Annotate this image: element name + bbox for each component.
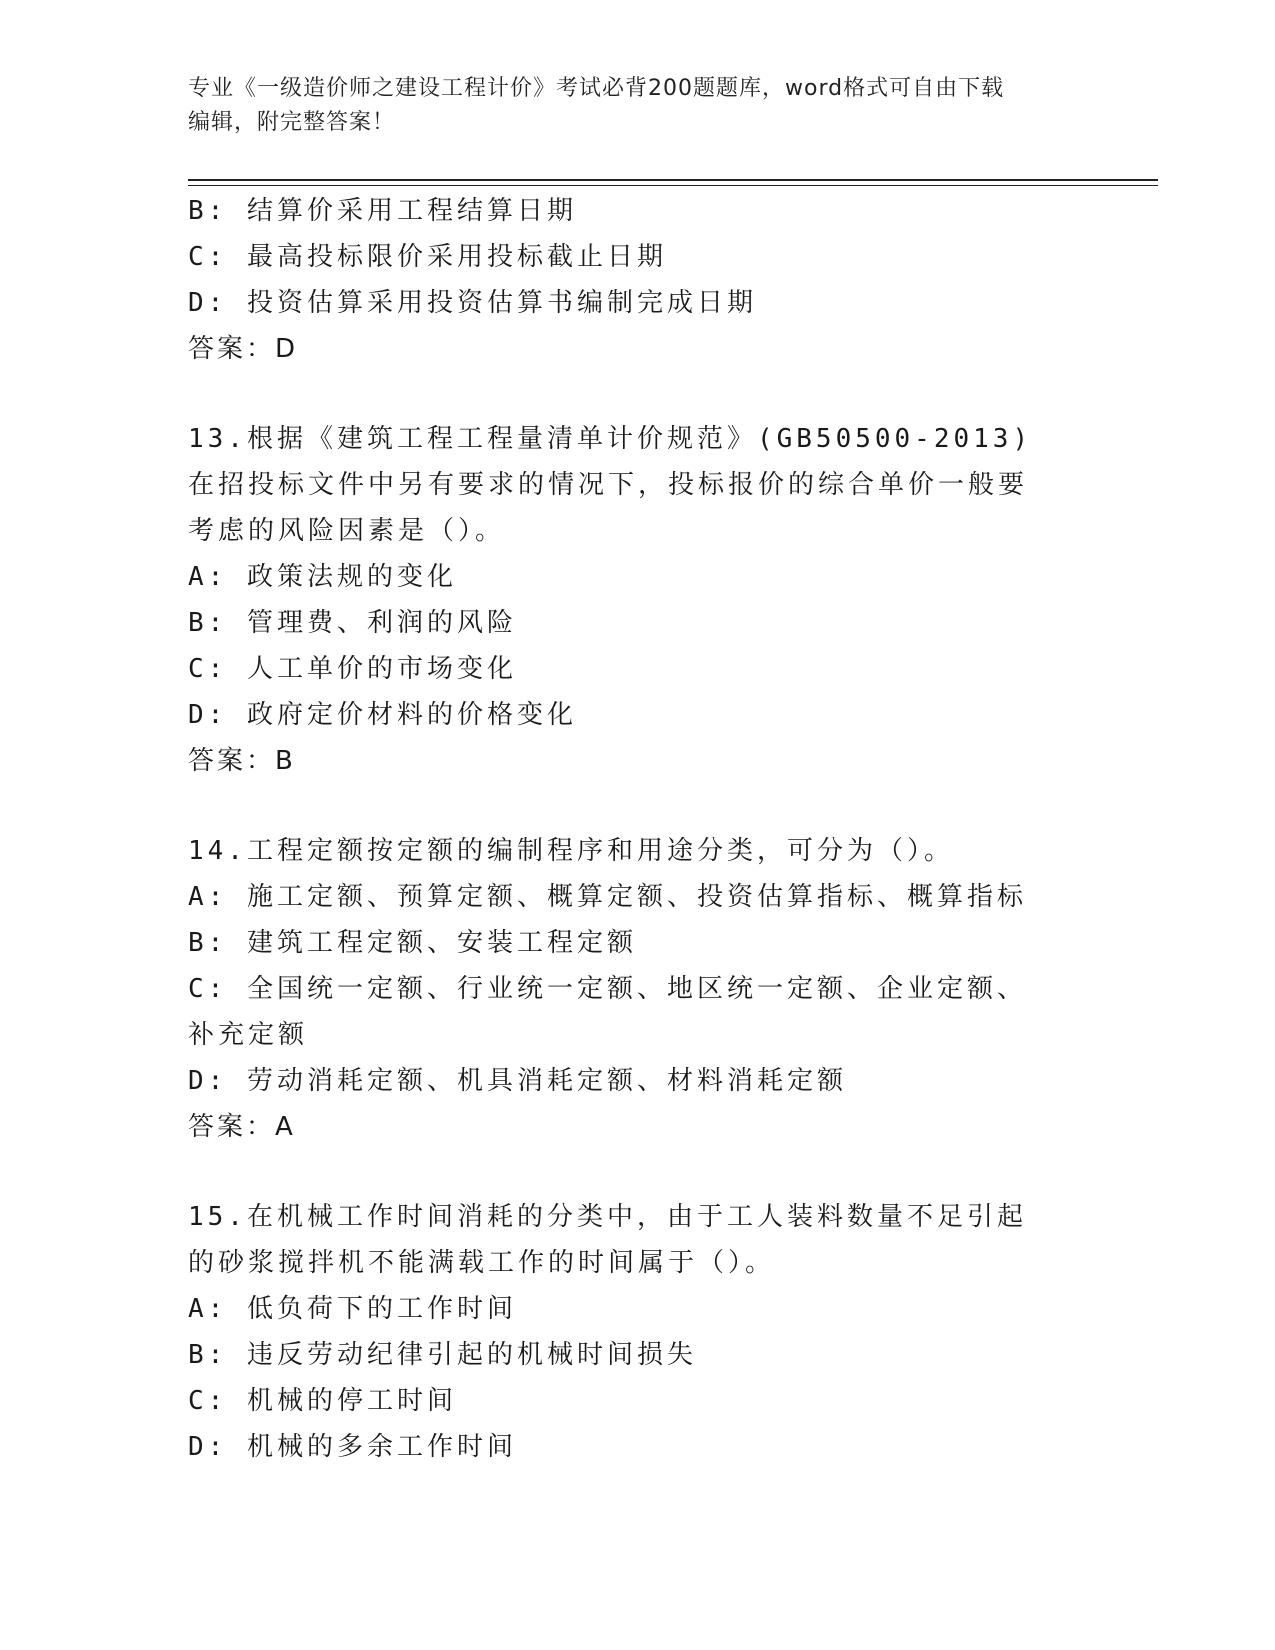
question-12 <box>188 188 1088 372</box>
spacer <box>188 784 1088 828</box>
option-d: D: 机械的多余工作时间 <box>188 1432 517 1462</box>
option-d: D: 投资估算采用投资估算书编制完成日期 <box>188 288 757 318</box>
option-c: C: 机械的停工时间 <box>188 1386 457 1416</box>
option-a: A: 政策法规的变化 <box>188 562 457 592</box>
option-b: B: 结算价采用工程结算日期 <box>188 196 577 226</box>
answer: 答案：B <box>188 746 296 776</box>
question-stem: 15.在机械工作时间消耗的分类中，由于工人装料数量不足引起的砂浆搅拌机不能满载工作的时间属于（）。 <box>188 1202 1027 1278</box>
header-divider-thick <box>188 179 1158 181</box>
option-a: A: 施工定额、预算定额、概算定额、投资估算指标、概算指标 <box>188 882 1027 912</box>
answer: 答案：D <box>188 334 299 364</box>
option-d: D: 政府定价材料的价格变化 <box>188 700 577 730</box>
question-14 <box>188 828 1088 1150</box>
header-title-line-1: 专业《一级造价师之建设工程计价》考试必背200题题库，word格式可自由下载 <box>188 76 1005 101</box>
question-13 <box>188 416 1088 784</box>
question-stem: 14.工程定额按定额的编制程序和用途分类，可分为（）。 <box>188 836 954 866</box>
option-a: A: 低负荷下的工作时间 <box>188 1294 517 1324</box>
question-list <box>188 188 1088 1470</box>
option-c: C: 最高投标限价采用投标截止日期 <box>188 242 667 272</box>
document-header <box>188 72 1068 140</box>
option-b: B: 管理费、利润的风险 <box>188 608 517 638</box>
question-15 <box>188 1194 1088 1470</box>
header-divider-thin <box>188 185 1158 186</box>
option-c: C: 全国统一定额、行业统一定额、地区统一定额、企业定额、补充定额 <box>188 974 1027 1050</box>
header-title-line-2: 编辑，附完整答案！ <box>188 110 396 135</box>
option-b: B: 建筑工程定额、安装工程定额 <box>188 928 637 958</box>
answer: 答案：A <box>188 1112 296 1142</box>
option-c: C: 人工单价的市场变化 <box>188 654 517 684</box>
option-b: B: 违反劳动纪律引起的机械时间损失 <box>188 1340 697 1370</box>
spacer <box>188 1150 1088 1194</box>
spacer <box>188 372 1088 416</box>
question-stem: 13.根据《建筑工程工程量清单计价规范》(GB50500-2013)在招投标文件中另有要求的情况下，投标报价的综合单价一般要考虑的风险因素是（）。 <box>188 424 1033 546</box>
option-d: D: 劳动消耗定额、机具消耗定额、材料消耗定额 <box>188 1066 847 1096</box>
